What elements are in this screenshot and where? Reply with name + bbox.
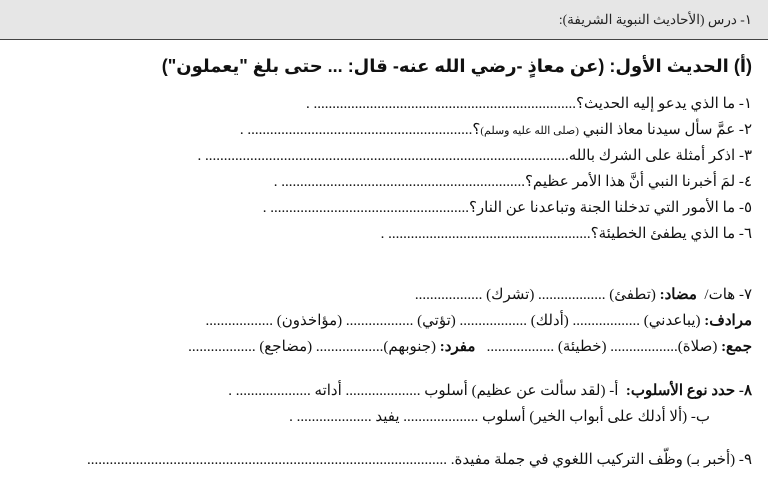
- question-2: [240, 123, 752, 138]
- style-question-b: [289, 410, 710, 425]
- salutation-note: (صلى الله عليه وسلم): [480, 125, 579, 137]
- antonym-items: (تطفئ) .................. (تشرك) ..................: [414, 287, 656, 303]
- antonym-label: مضاد:: [659, 287, 697, 303]
- answer-blank: ................................................................................................ .: [197, 148, 565, 164]
- question-text: ٥- ما الأمور التي تدخلنا الجنة وتباعدنا عن النار؟: [468, 200, 752, 216]
- synonym-label: مرادف:: [704, 313, 752, 329]
- question-1: [306, 97, 752, 112]
- style-part-a: أ- (لقد سألت عن عظيم) أسلوب .................... أداته .................... .: [228, 383, 619, 399]
- lesson-title: ١- درس (الأحاديث النبوية الشريفة):: [558, 12, 752, 27]
- style-part-b: ب- (ألا أدلك على أبواب الخير) أسلوب .................... يفيد .................... .: [289, 409, 710, 425]
- lesson-header: [0, 0, 768, 40]
- synonym-row: [206, 314, 752, 329]
- question-text: ٦- ما الذي يطفئ الخطيئة؟: [590, 226, 752, 242]
- question-text: ٣- اذكر أمثلة على الشرك بالله.: [564, 148, 752, 164]
- antonym-row: [415, 288, 752, 303]
- answer-blank: ..................................................... .: [262, 200, 469, 216]
- question-9: [87, 453, 752, 468]
- question-4: [274, 175, 752, 190]
- plural-row: [188, 340, 752, 355]
- plural-label: جمع:: [721, 339, 752, 355]
- question-5: [263, 201, 752, 216]
- style-question-a: [228, 384, 752, 399]
- singular-items: (جنوبهم).................. (مضاجع) ..................: [188, 339, 437, 355]
- hadith-title: (أ) الحديث الأول: (عن معاذٍ -رضي الله عنه- قال: ... حتى بلغ "يعملون"): [161, 56, 752, 76]
- answer-blank: ...................................................... .: [380, 226, 591, 242]
- question-text: ١- ما الذي يدعو إليه الحديث؟: [576, 96, 752, 112]
- style-label: ٨- حدد نوع الأسلوب:: [625, 383, 752, 399]
- question-mark: ؟: [472, 122, 481, 138]
- answer-blank: ............................................................ .: [239, 122, 473, 138]
- singular-label: مفرد:: [439, 339, 476, 355]
- question-3: [197, 149, 752, 164]
- synonym-items: (يباعدني) .................. (أدلك) .................. (تؤتي) .................. (مؤاخذون) ..................: [205, 313, 701, 329]
- q9-text: ٩- (أخبر بـ) وظّف التركيب اللغوي في جملة مفيدة. ................................................................................................: [87, 452, 752, 468]
- question-text: ٢- عمَّ سأل سيدنا معاذ النبي: [578, 122, 752, 138]
- answer-blank: ...................................................................... .: [306, 96, 577, 112]
- plural-items: (صلاة).................. (خطيئة) ..................: [486, 339, 718, 355]
- q7-prefix: ٧- هات/: [704, 287, 752, 303]
- answer-blank: ................................................................. .: [273, 174, 525, 190]
- question-text: ٤- لمَ أخبرنا النبي أنَّ هذا الأمر عظيم؟: [524, 174, 752, 190]
- question-6: [381, 227, 752, 242]
